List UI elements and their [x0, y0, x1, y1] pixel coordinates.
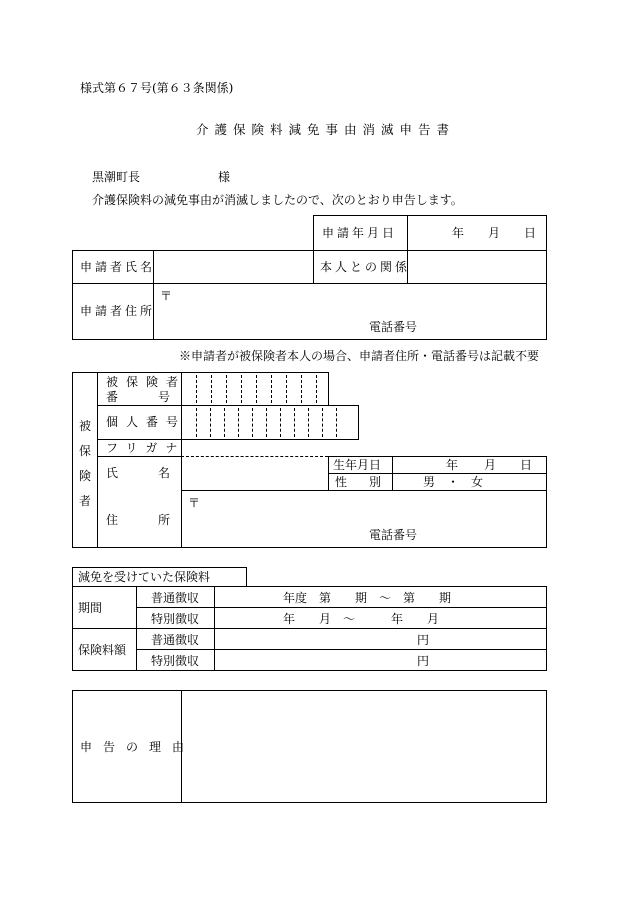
- sex-options: 男 ・ 女: [423, 475, 484, 489]
- amount-ordinary-label: 普通徴収: [151, 633, 200, 647]
- amount-label: 保険料額: [78, 643, 127, 657]
- birth-date-label: 生年月日: [333, 458, 382, 472]
- personal-number-label: 個人番号: [106, 415, 187, 429]
- insured-side-char-1: 被: [79, 419, 92, 433]
- insured-postal-mark: 〒: [188, 496, 201, 510]
- application-date-label: 申請年月日: [322, 226, 398, 240]
- ordinary-period-value: 年度 第 期 〜 第 期: [283, 591, 452, 605]
- insured-number-label-2: 番号: [106, 390, 211, 404]
- birth-date-day: 日: [520, 458, 533, 472]
- period-label: 期間: [78, 601, 103, 615]
- applicant-note: ※申請者が被保険者本人の場合、申請者住所・電話番号は記載不要: [179, 349, 540, 363]
- insured-side-char-4: 者: [79, 494, 92, 508]
- form-number: 様式第６７号(第６３条関係): [80, 81, 234, 95]
- applicant-name-label: 申請者氏名: [80, 260, 156, 274]
- birth-date-year: 年: [446, 458, 459, 472]
- applicant-postal-mark: 〒: [160, 289, 173, 303]
- applicant-address-label: 申請者住所: [80, 304, 156, 318]
- insured-side-char-3: 険: [79, 469, 92, 483]
- period-special-label: 特別徴収: [151, 612, 200, 626]
- period-ordinary-label: 普通徴収: [151, 591, 200, 605]
- premium-header: 減免を受けていた保険料: [78, 570, 211, 584]
- applicant-phone-label: 電話番号: [369, 320, 418, 334]
- application-date-day: 日: [524, 226, 537, 240]
- insured-address-label: 住所: [106, 513, 211, 527]
- special-yen: 円: [417, 654, 430, 668]
- form-title: 介護保険料減免事由消滅申告書: [196, 122, 456, 137]
- insured-phone-label: 電話番号: [369, 528, 418, 542]
- addressee-honorific: 様: [218, 170, 231, 184]
- insured-name-label: 氏名: [106, 466, 211, 480]
- reason-label: 申告の理由: [80, 740, 196, 754]
- application-date-year: 年: [452, 226, 465, 240]
- amount-special-label: 特別徴収: [151, 654, 200, 668]
- application-date-month: 月: [488, 226, 501, 240]
- insured-side-char-2: 保: [79, 444, 92, 458]
- insured-number-label-1: 被保険者: [106, 375, 187, 389]
- birth-date-month: 月: [484, 458, 497, 472]
- special-period-value: 年 月 〜 年 月: [283, 612, 440, 626]
- furigana-label: フリガナ: [106, 441, 186, 455]
- ordinary-yen: 円: [417, 633, 430, 647]
- intro-text: 介護保険料の減免事由が消滅しましたので、次のとおり申告します。: [92, 193, 463, 207]
- sex-label: 性別: [335, 475, 404, 489]
- relation-label: 本人との関係: [320, 260, 411, 274]
- addressee-name: 黒潮町長: [92, 170, 141, 184]
